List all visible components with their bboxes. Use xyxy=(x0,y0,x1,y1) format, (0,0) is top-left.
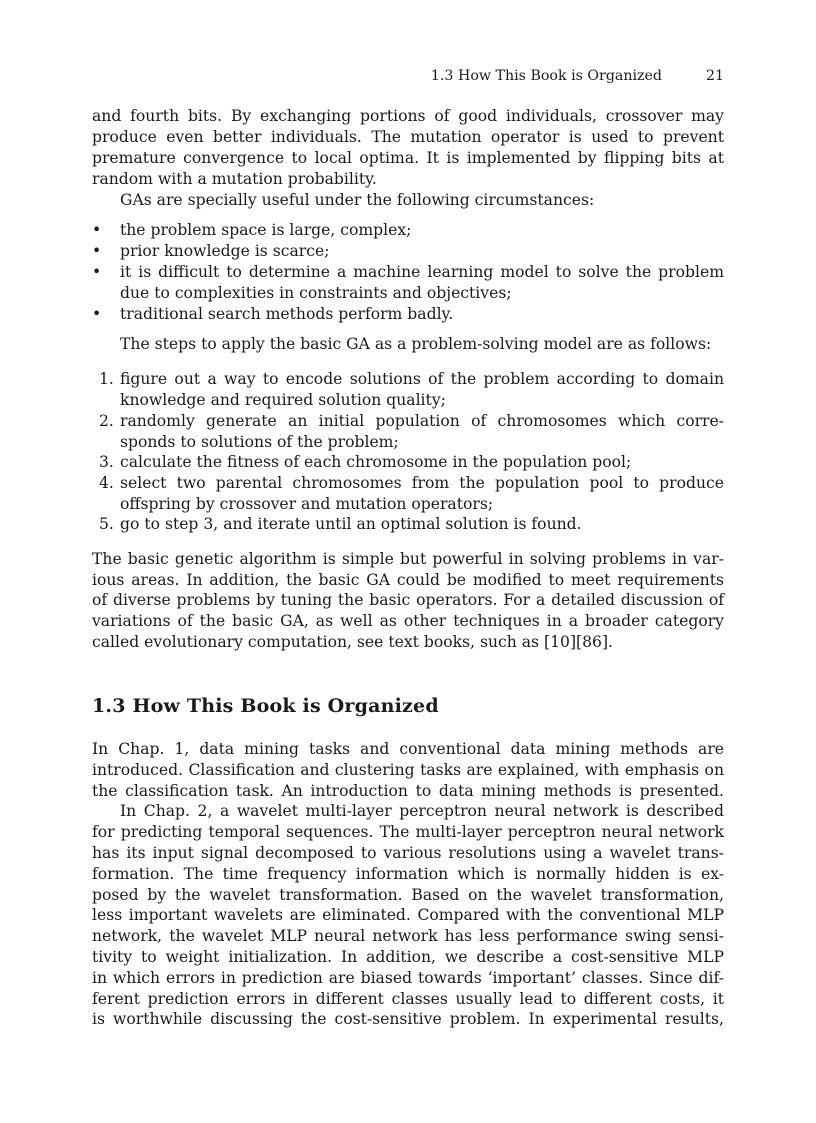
list-number: 5. xyxy=(99,515,114,533)
paragraph-line: network, the wavelet MLP neural network has less performance swing sensi- xyxy=(92,927,724,945)
paragraph-line: and fourth bits. By exchanging portions of good individuals, crossover may xyxy=(92,107,724,125)
paragraph-line: tivity to weight initialization. In addition, we describe a cost-sensitive MLP xyxy=(92,948,724,966)
list-item-continuation: offspring by crossover and mutation operators; xyxy=(120,495,494,513)
bullet-icon: • xyxy=(92,242,102,260)
list-item: it is difficult to determine a machine learning model to solve the problem xyxy=(120,263,724,281)
paragraph-line: in which errors in prediction are biased towards ‘important’ classes. Since dif- xyxy=(92,969,724,987)
list-item-continuation: due to complexities in constraints and objectives; xyxy=(120,284,512,302)
paragraph-line: introduced. Classification and clustering tasks are explained, with emphasis on xyxy=(92,761,724,779)
list-item: randomly generate an initial population of chromosomes which corre- xyxy=(120,412,724,430)
list-item: the problem space is large, complex; xyxy=(120,221,412,239)
bullet-icon: • xyxy=(92,263,102,281)
list-item: prior knowledge is scarce; xyxy=(120,242,330,260)
paragraph-line: variations of the basic GA, as well as other techniques in a broader category xyxy=(92,612,724,630)
section-heading: 1.3 How This Book is Organized xyxy=(92,695,439,717)
paragraph-line: produce even better individuals. The mutation operator is used to prevent xyxy=(92,128,724,146)
list-number: 1. xyxy=(99,370,114,388)
paragraph-line: ious areas. In addition, the basic GA could be modified to meet requirements xyxy=(92,571,724,589)
page-number: 21 xyxy=(705,68,724,84)
running-head xyxy=(92,68,724,88)
list-item: go to step 3, and iterate until an optimal solution is found. xyxy=(120,515,582,533)
list-number: 2. xyxy=(99,412,114,430)
paragraph-line: The steps to apply the basic GA as a problem-solving model are as follows: xyxy=(120,335,712,353)
list-number: 3. xyxy=(99,453,114,471)
paragraph-line: GAs are specially useful under the following circumstances: xyxy=(120,191,595,209)
paragraph-line: is worthwhile discussing the cost-sensitive problem. In experimental results, xyxy=(92,1010,724,1028)
running-head-title: 1.3 How This Book is Organized xyxy=(430,68,662,84)
list-item: calculate the fitness of each chromosome in the population pool; xyxy=(120,453,632,471)
list-item: traditional search methods perform badly. xyxy=(120,305,454,323)
paragraph-line: In Chap. 1, data mining tasks and conventional data mining methods are xyxy=(92,740,724,758)
bullet-icon: • xyxy=(92,221,102,239)
paragraph-line: premature convergence to local optima. It is implemented by flipping bits at xyxy=(92,149,724,167)
paragraph-line: ferent prediction errors in different classes usually lead to different costs, it xyxy=(92,990,724,1008)
paragraph-line: In Chap. 2, a wavelet multi-layer perceptron neural network is described xyxy=(120,802,724,820)
paragraph-line: random with a mutation probability. xyxy=(92,170,377,188)
list-item-continuation: sponds to solutions of the problem; xyxy=(120,433,399,451)
list-item: figure out a way to encode solutions of the problem according to domain xyxy=(120,370,724,388)
list-item: select two parental chromosomes from the population pool to produce xyxy=(120,474,724,492)
list-item-continuation: knowledge and required solution quality; xyxy=(120,391,446,409)
paragraph-line: for predicting temporal sequences. The multi-layer perceptron neural network xyxy=(92,823,724,841)
paragraph-line: The basic genetic algorithm is simple but powerful in solving problems in var- xyxy=(92,550,724,568)
paragraph-line: the classification task. An introduction to data mining methods is presented. xyxy=(92,782,724,800)
paragraph-line: called evolutionary computation, see text books, such as [10][86]. xyxy=(92,633,613,651)
paragraph-line: formation. The time frequency information which is normally hidden is ex- xyxy=(92,865,724,883)
bullet-icon: • xyxy=(92,305,102,323)
paragraph-line: posed by the wavelet transformation. Based on the wavelet transformation, xyxy=(92,886,724,904)
paragraph-line: has its input signal decomposed to various resolutions using a wavelet trans- xyxy=(92,844,724,862)
list-number: 4. xyxy=(99,474,114,492)
paragraph-line: of diverse problems by tuning the basic operators. For a detailed discussion of xyxy=(92,591,724,609)
paragraph-line: less important wavelets are eliminated. Compared with the conventional MLP xyxy=(92,906,724,924)
